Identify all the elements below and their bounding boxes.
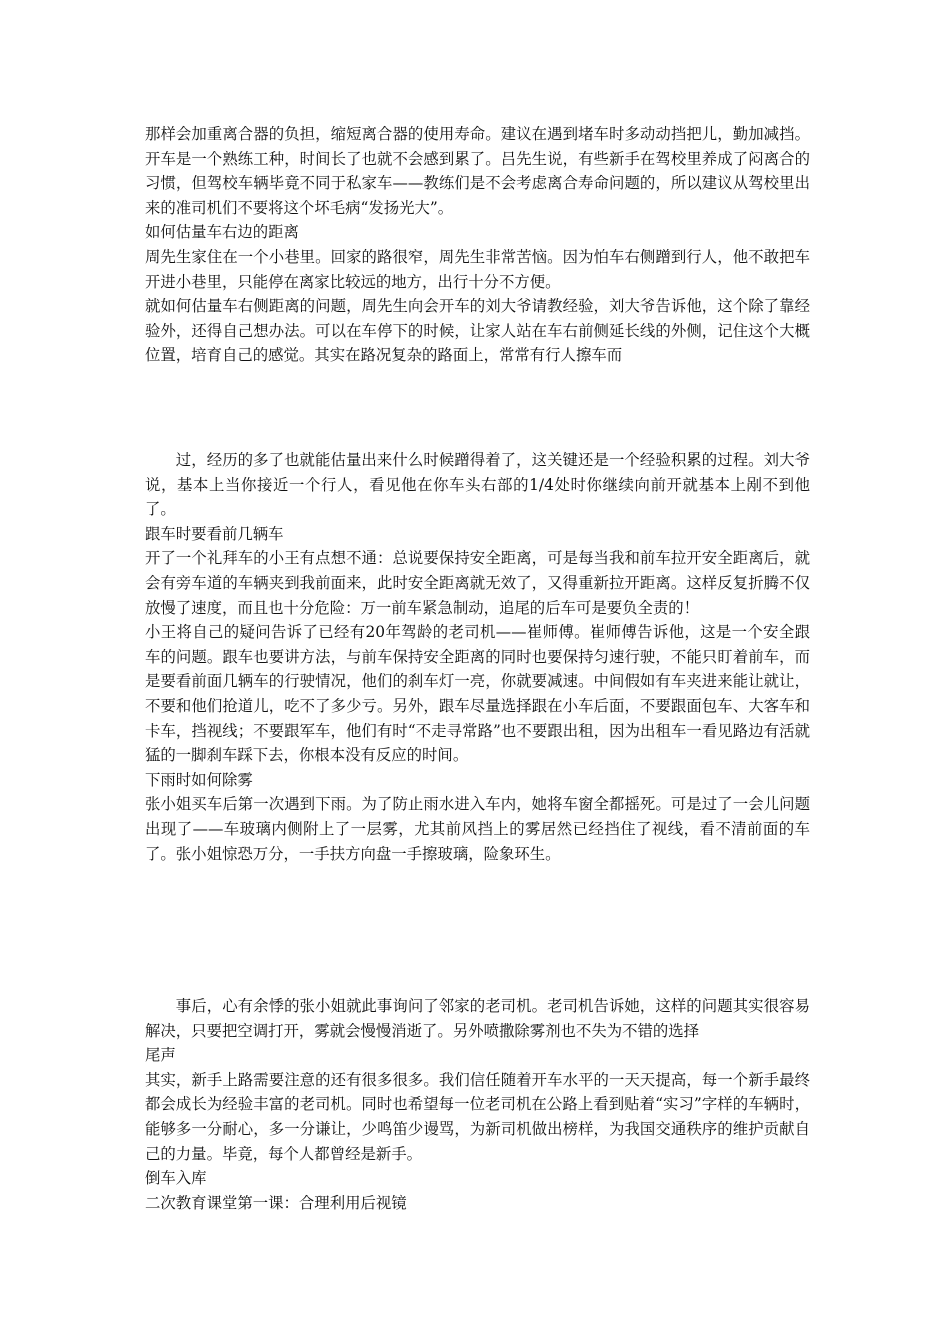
text-block-3	[145, 994, 810, 1215]
section-heading-epilogue: 尾声	[145, 1046, 176, 1065]
section-heading-reverse-parking: 倒车入库	[145, 1169, 207, 1188]
paragraph-continued-experience: 过，经历的多了也就能估量出来什么时候蹭得着了，这关键还是一个经验积累的过程。刘大爷说，基本上当你接近一个行人，看见他在你车头右部的1/4处时你继续向前开就基本上剐不到他了。	[145, 451, 810, 519]
paragraph-liu-advice: 就如何估量车右侧距离的问题，周先生向会开车的刘大爷请教经验，刘大爷告诉他，这个除了靠经验外，还得自己想办法。可以在车停下的时候，让家人站在车右前侧延长线的外侧，记住这个大概位置，培育自己的感觉。其实在路况复杂的路面上，常常有行人擦车而	[145, 297, 810, 365]
section-heading-defog: 下雨时如何除雾	[145, 770, 253, 789]
text-block-2	[145, 448, 810, 866]
paragraph-defog-solution: 事后，心有余悸的张小姐就此事询问了邻家的老司机。老司机告诉她，这样的问题其实很容易解决，只要把空调打开，雾就会慢慢消逝了。另外喷撒除雾剂也不失为不错的选择	[145, 997, 810, 1040]
section-heading-following: 跟车时要看前几辆车	[145, 524, 284, 543]
section-heading-right-distance: 如何估量车右边的距离	[145, 223, 299, 242]
paragraph-zhang-story: 张小姐买车后第一次遇到下雨。为了防止雨水进入车内，她将车窗全都摇死。可是过了一会儿问题出现了——车玻璃内侧附上了一层雾，尤其前风挡上的雾居然已经挡住了视线，看不清前面的车了。张小姐惊恐万分，一手扶方向盘一手擦玻璃，险象环生。	[145, 795, 810, 863]
paragraph-cui-advice: 小王将自己的疑问告诉了已经有20年驾龄的老司机——崔师傅。崔师傅告诉他，这是一个安全跟车的问题。跟车也要讲方法，与前车保持安全距离的同时也要保持匀速行驶，不能只盯着前车，而是要看前面几辆车的行驶情况，他们的刹车灯一亮，你就要减速。中间假如有车夹进来能让就让，不要和他们抢道儿，吃不了多少亏。另外，跟车尽量选择跟在小车后面，不要跟面包车、大客车和卡车，挡视线；不要跟军车，他们有时“不走寻常路”也不要跟出租，因为出租车一看见路边有活就猛的一脚刹车踩下去，你根本没有反应的时间。	[145, 623, 810, 765]
section-heading-mirror-lesson: 二次教育课堂第一课：合理利用后视镜	[145, 1193, 407, 1212]
paragraph-epilogue: 其实，新手上路需要注意的还有很多很多。我们信任随着开车水平的一天天提高，每一个新手最终都会成长为经验丰富的老司机。同时也希望每一位老司机在公路上看到贴着“实习”字样的车辆时，能够多一分耐心，多一分谦让，少鸣笛少谩骂，为新司机做出榜样，为我国交通秩序的维护贡献自己的力量。毕竟，每个人都曾经是新手。	[145, 1070, 810, 1163]
paragraph-clutch-advice: 那样会加重离合器的负担，缩短离合器的使用寿命。建议在遇到堵车时多动动挡把儿，勤加减挡。开车是一个熟练工种，时间长了也就不会感到累了。吕先生说，有些新手在驾校里养成了闷离合的习惯，但驾校车辆毕竟不同于私家车——教练们是不会考虑离合寿命问题的，所以建议从驾校里出来的准司机们不要将这个坏毛病“发扬光大”。	[145, 125, 810, 217]
paragraph-wang-question: 开了一个礼拜车的小王有点想不通：总说要保持安全距离，可是每当我和前车拉开安全距离后，就会有旁车道的车辆夹到我前面来，此时安全距离就无效了，又得重新拉开距离。这样反复折腾不仅放慢了速度，而且也十分危险：万一前车紧急制动，追尾的后车可是要负全责的！	[145, 549, 810, 617]
paragraph-zhou-story: 周先生家住在一个小巷里。回家的路很窄，周先生非常苦恼。因为怕车右侧蹭到行人，他不敢把车开进小巷里，只能停在离家比较远的地方，出行十分不方便。	[145, 247, 810, 291]
text-block-1	[145, 122, 810, 368]
